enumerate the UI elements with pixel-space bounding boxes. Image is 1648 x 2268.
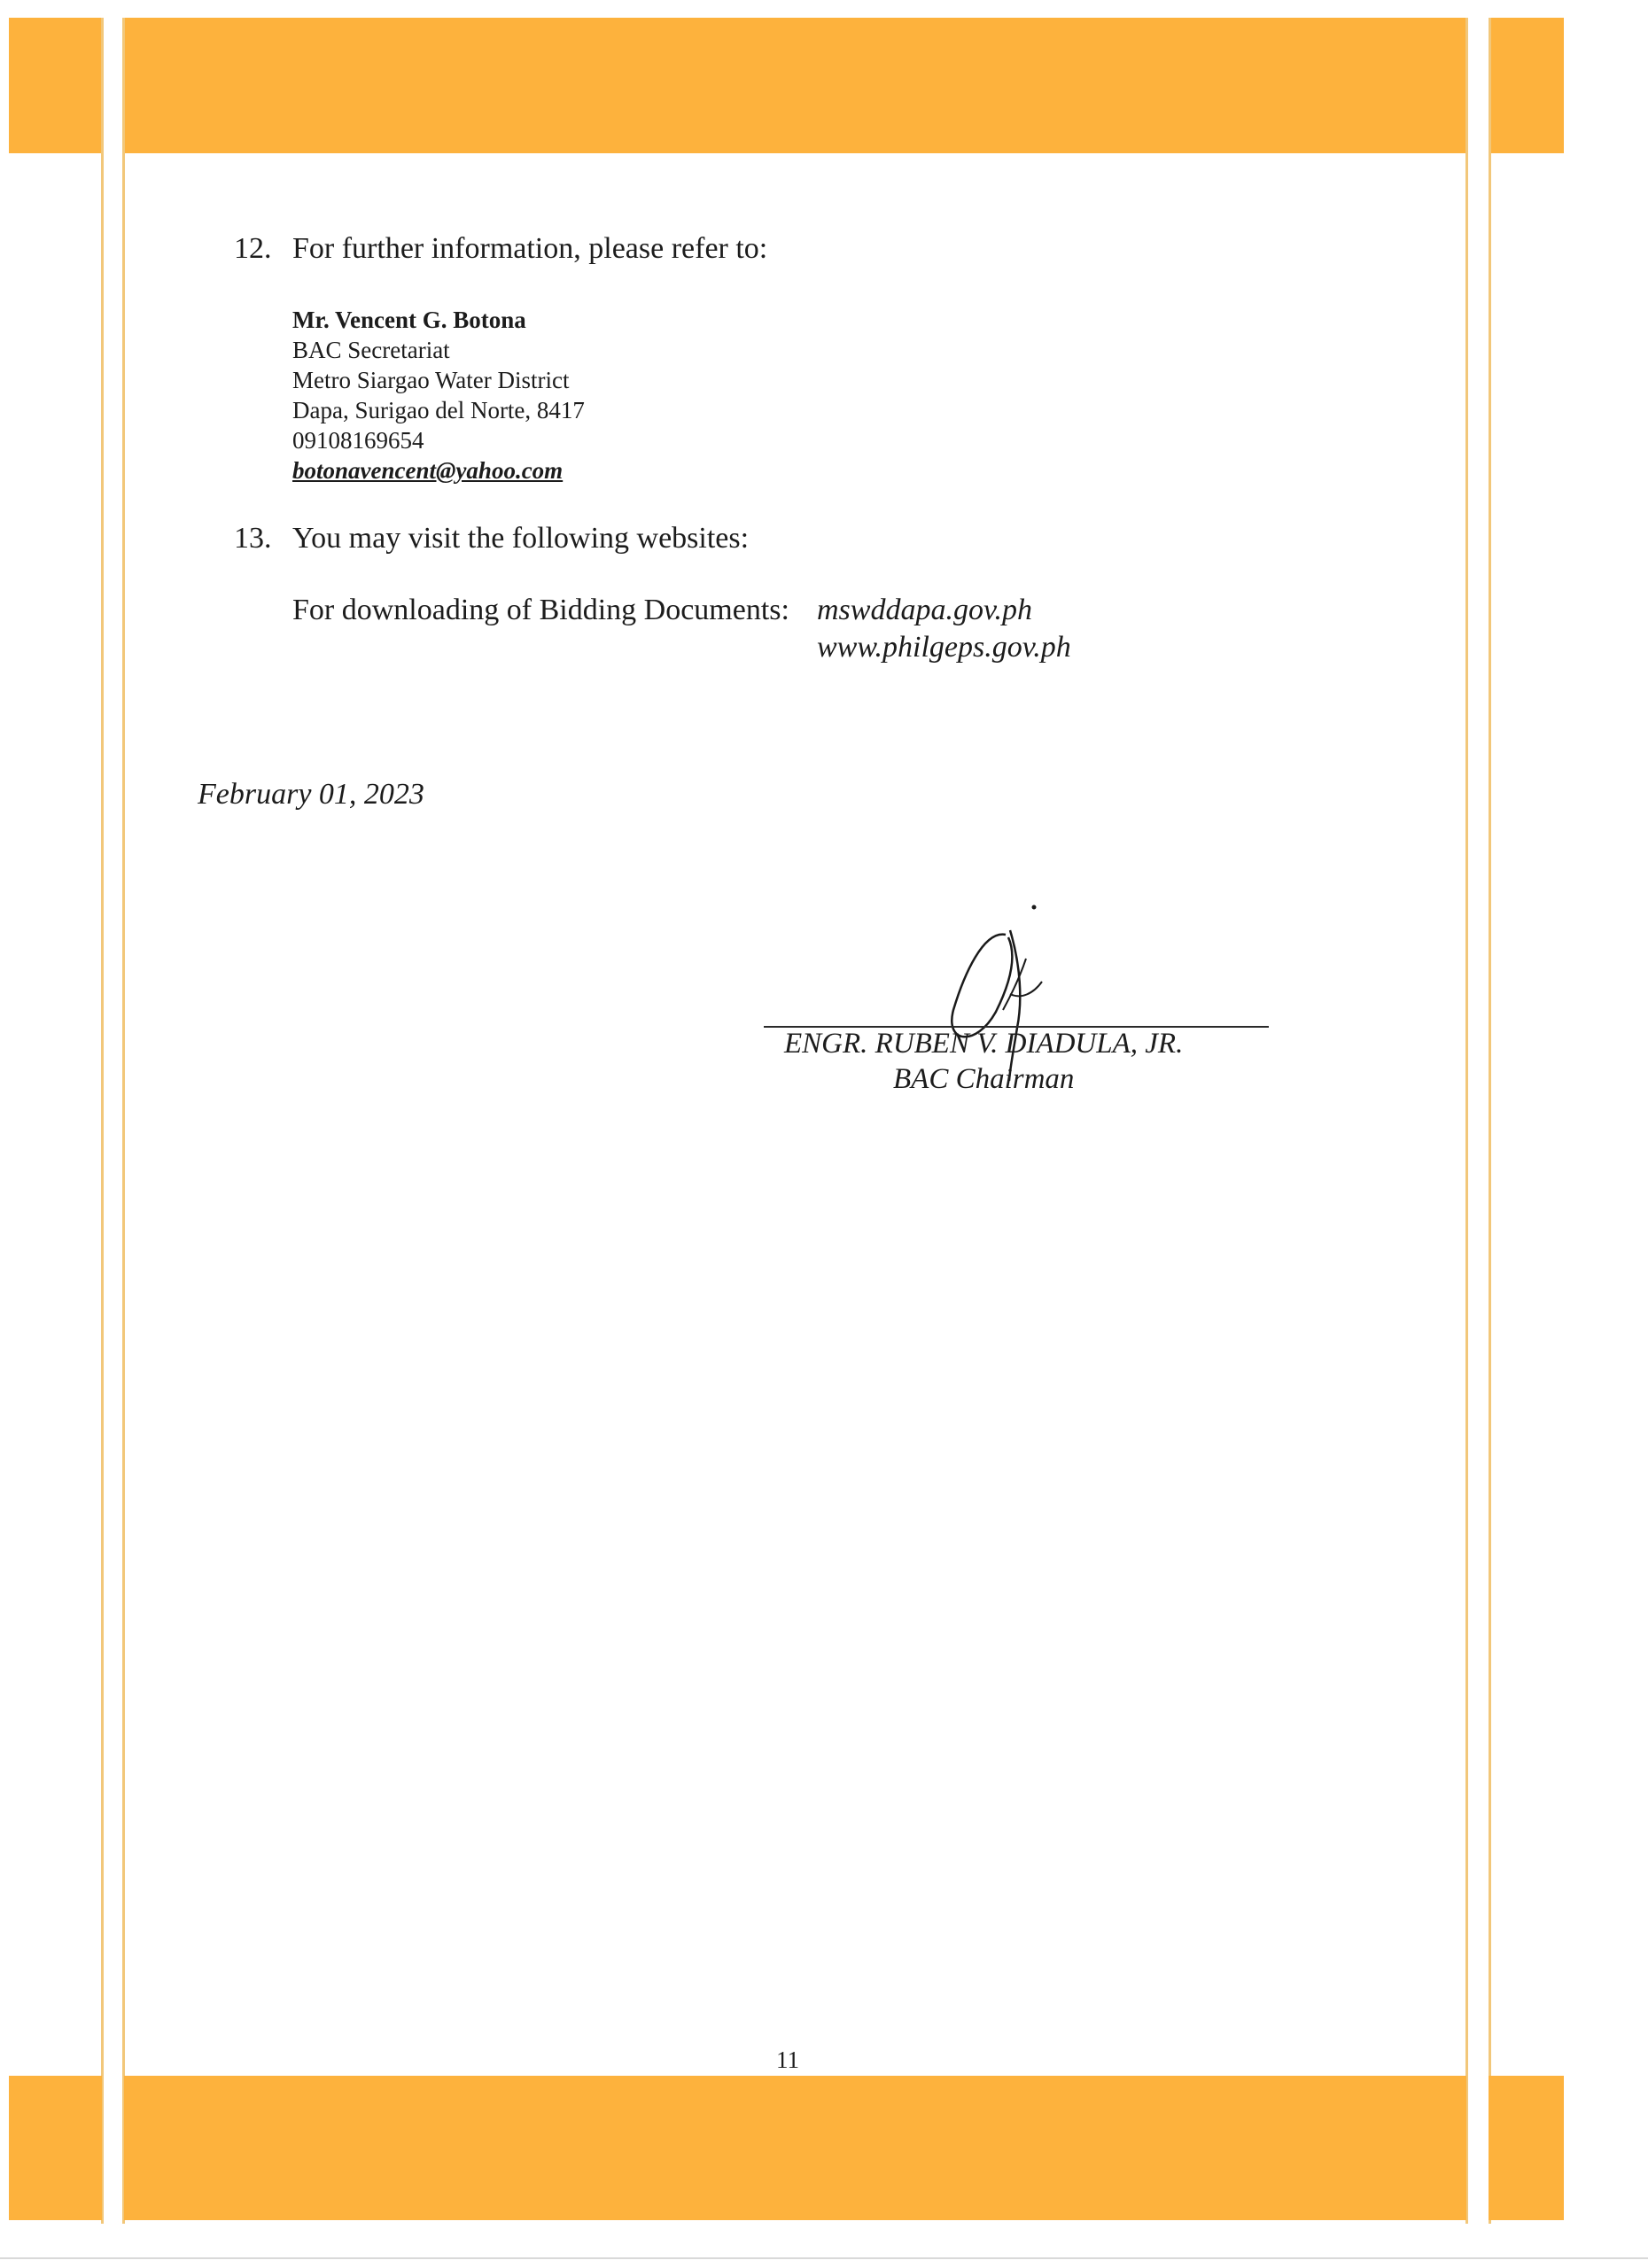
frame-right-outer-line [1489, 18, 1491, 2224]
item-12-number: 12. [234, 232, 272, 265]
document-date: February 01, 2023 [198, 778, 424, 811]
frame-bottom-right-block [1489, 2076, 1564, 2220]
frame-top-right-block [1489, 18, 1564, 153]
frame-left-outer-line [101, 18, 104, 2224]
contact-email-link[interactable]: botonavencent@yahoo.com [292, 457, 564, 484]
contact-phone: 09108169654 [292, 427, 424, 454]
contact-block [292, 305, 585, 485]
frame-right-inner-line [1465, 18, 1468, 2224]
frame-top-left-block [9, 18, 102, 153]
item-12-text: For further information, please refer to: [292, 232, 768, 265]
frame-bottom-left-block [9, 2076, 102, 2220]
contact-position: BAC Secretariat [292, 337, 450, 363]
contact-name: Mr. Vencent G. Botona [292, 307, 526, 333]
item-13-text: You may visit the following websites: [292, 522, 750, 555]
website-link-philgeps[interactable]: www.philgeps.gov.ph [817, 631, 1071, 664]
contact-office: Metro Siargao Water District [292, 367, 570, 393]
frame-left-inner-line [122, 18, 125, 2224]
downloads-label: For downloading of Bidding Documents: [292, 594, 789, 626]
signatory-name: ENGR. RUBEN V. DIADULA, JR. [784, 1028, 1184, 1060]
page-number: 11 [776, 2047, 799, 2073]
scan-bottom-rule [0, 2257, 1648, 2259]
website-link-mswd[interactable]: mswddapa.gov.ph [817, 594, 1033, 626]
signatory-title: BAC Chairman [893, 1063, 1075, 1095]
signature-image [921, 895, 1081, 1090]
frame-top-banner [124, 18, 1466, 153]
contact-address: Dapa, Surigao del Norte, 8417 [292, 397, 585, 423]
item-13-number: 13. [234, 522, 272, 555]
frame-bottom-banner [124, 2076, 1466, 2220]
